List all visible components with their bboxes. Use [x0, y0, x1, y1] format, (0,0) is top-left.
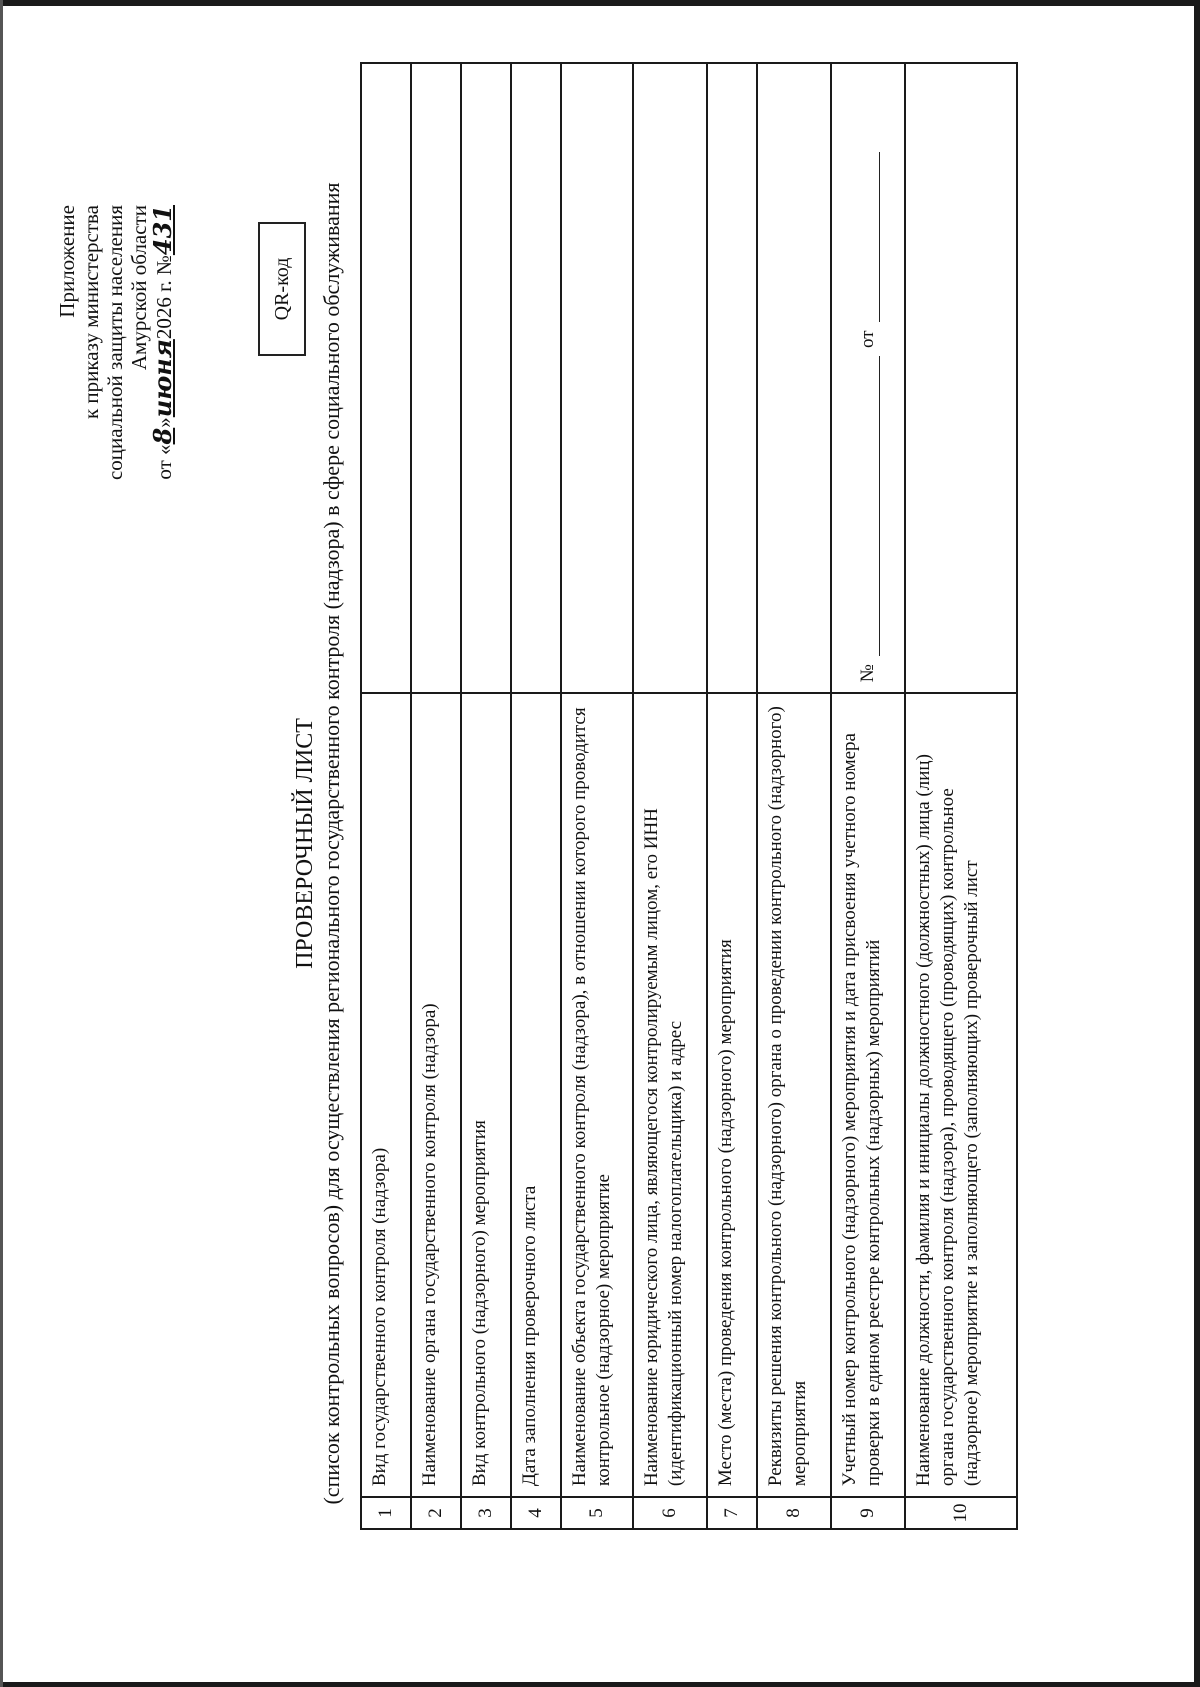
checklist-table [360, 62, 1018, 1530]
row-label: Дата заполнения проверочного листа [511, 693, 561, 1497]
row-number: 5 [561, 1497, 633, 1529]
row-label: Наименование должности, фамилия и инициалы должностного (должностных) лица (лиц) органа государственного контроля (надзора), проводящего (проводящих) контрольное (надзорное) мероприятие и заполняющего (заполняющих) проверочный лист [905, 693, 1017, 1497]
document-subtitle: (список контрольных вопросов) для осуществления регионального государственного контроля (надзора) в сфере социального обслуживания [319, 182, 344, 1505]
registry-date-blank[interactable] [861, 152, 880, 322]
row-number: 4 [511, 1497, 561, 1529]
row-number: 8 [757, 1497, 831, 1529]
handwritten-day: 8 [148, 427, 177, 445]
row-number: 2 [411, 1497, 461, 1529]
row-label: Место (места) проведения контрольного (надзорного) мероприятия [707, 693, 757, 1497]
table-row [411, 63, 461, 1529]
row-label: Вид государственного контроля (надзора) [361, 693, 411, 1497]
number-sign: № [857, 664, 878, 683]
appendix-ministry-line: социальной защиты населения [103, 205, 127, 481]
row-value-cell[interactable] [905, 63, 1017, 693]
document-title: ПРОВЕРОЧНЫЙ ЛИСТ [292, 718, 318, 969]
row-label: Реквизиты решения контрольного (надзорного) органа о проведении контрольного (надзорного) мероприятия [757, 693, 831, 1497]
row-value-cell[interactable] [707, 63, 757, 693]
row-number: 7 [707, 1497, 757, 1529]
registry-number-line [856, 74, 880, 682]
row-label: Наименование органа государственного контроля (надзора) [411, 693, 461, 1497]
appendix-region-line: Амурской области [127, 205, 151, 371]
appendix-header [55, 205, 176, 625]
appendix-date-line [148, 205, 177, 625]
table-row [361, 63, 411, 1529]
row-value-cell[interactable] [561, 63, 633, 693]
row-number: 3 [461, 1497, 511, 1529]
table-row [757, 63, 831, 1529]
row-value-cell[interactable] [511, 63, 561, 693]
row-number: 10 [905, 1497, 1017, 1529]
row-value-cell[interactable] [461, 63, 511, 693]
handwritten-order-number: 431 [148, 205, 177, 256]
table-row [707, 63, 757, 1529]
date-year: 2026 г. № [152, 255, 176, 340]
table-row [831, 63, 905, 1529]
date-prefix: от « [152, 444, 176, 480]
row-label: Вид контрольного (надзорного) мероприятия [461, 693, 511, 1497]
table-row [461, 63, 511, 1529]
qr-code-placeholder: QR-код [258, 222, 306, 356]
registry-number-cell [831, 63, 905, 693]
row-number: 9 [831, 1497, 905, 1529]
registry-number-blank[interactable] [861, 356, 880, 656]
handwritten-month: июня [148, 339, 177, 418]
appendix-title: Приложение [55, 205, 79, 318]
row-label: Наименование юридического лица, являющегося контролируемым лицом, его ИНН (идентификационный номер налогоплательщика) и адрес [633, 693, 707, 1497]
date-mid: » [152, 417, 176, 428]
row-value-cell[interactable] [633, 63, 707, 693]
row-label: Наименование объекта государственного контроля (надзора), в отношении которого проводится контрольное (надзорное) мероприятие [561, 693, 633, 1497]
row-value-cell[interactable] [411, 63, 461, 693]
table-row [633, 63, 707, 1529]
row-number: 6 [633, 1497, 707, 1529]
from-label: от [857, 330, 878, 349]
row-number: 1 [361, 1497, 411, 1529]
row-label: Учетный номер контрольного (надзорного) мероприятия и дата присвоения учетного номера проверки в едином реестре контрольных (надзорных) мероприятий [831, 693, 905, 1497]
appendix-order-line: к приказу министерства [79, 205, 103, 420]
table-row [905, 63, 1017, 1529]
table-row [561, 63, 633, 1529]
row-value-cell[interactable] [757, 63, 831, 693]
row-value-cell[interactable] [361, 63, 411, 693]
table-row [511, 63, 561, 1529]
